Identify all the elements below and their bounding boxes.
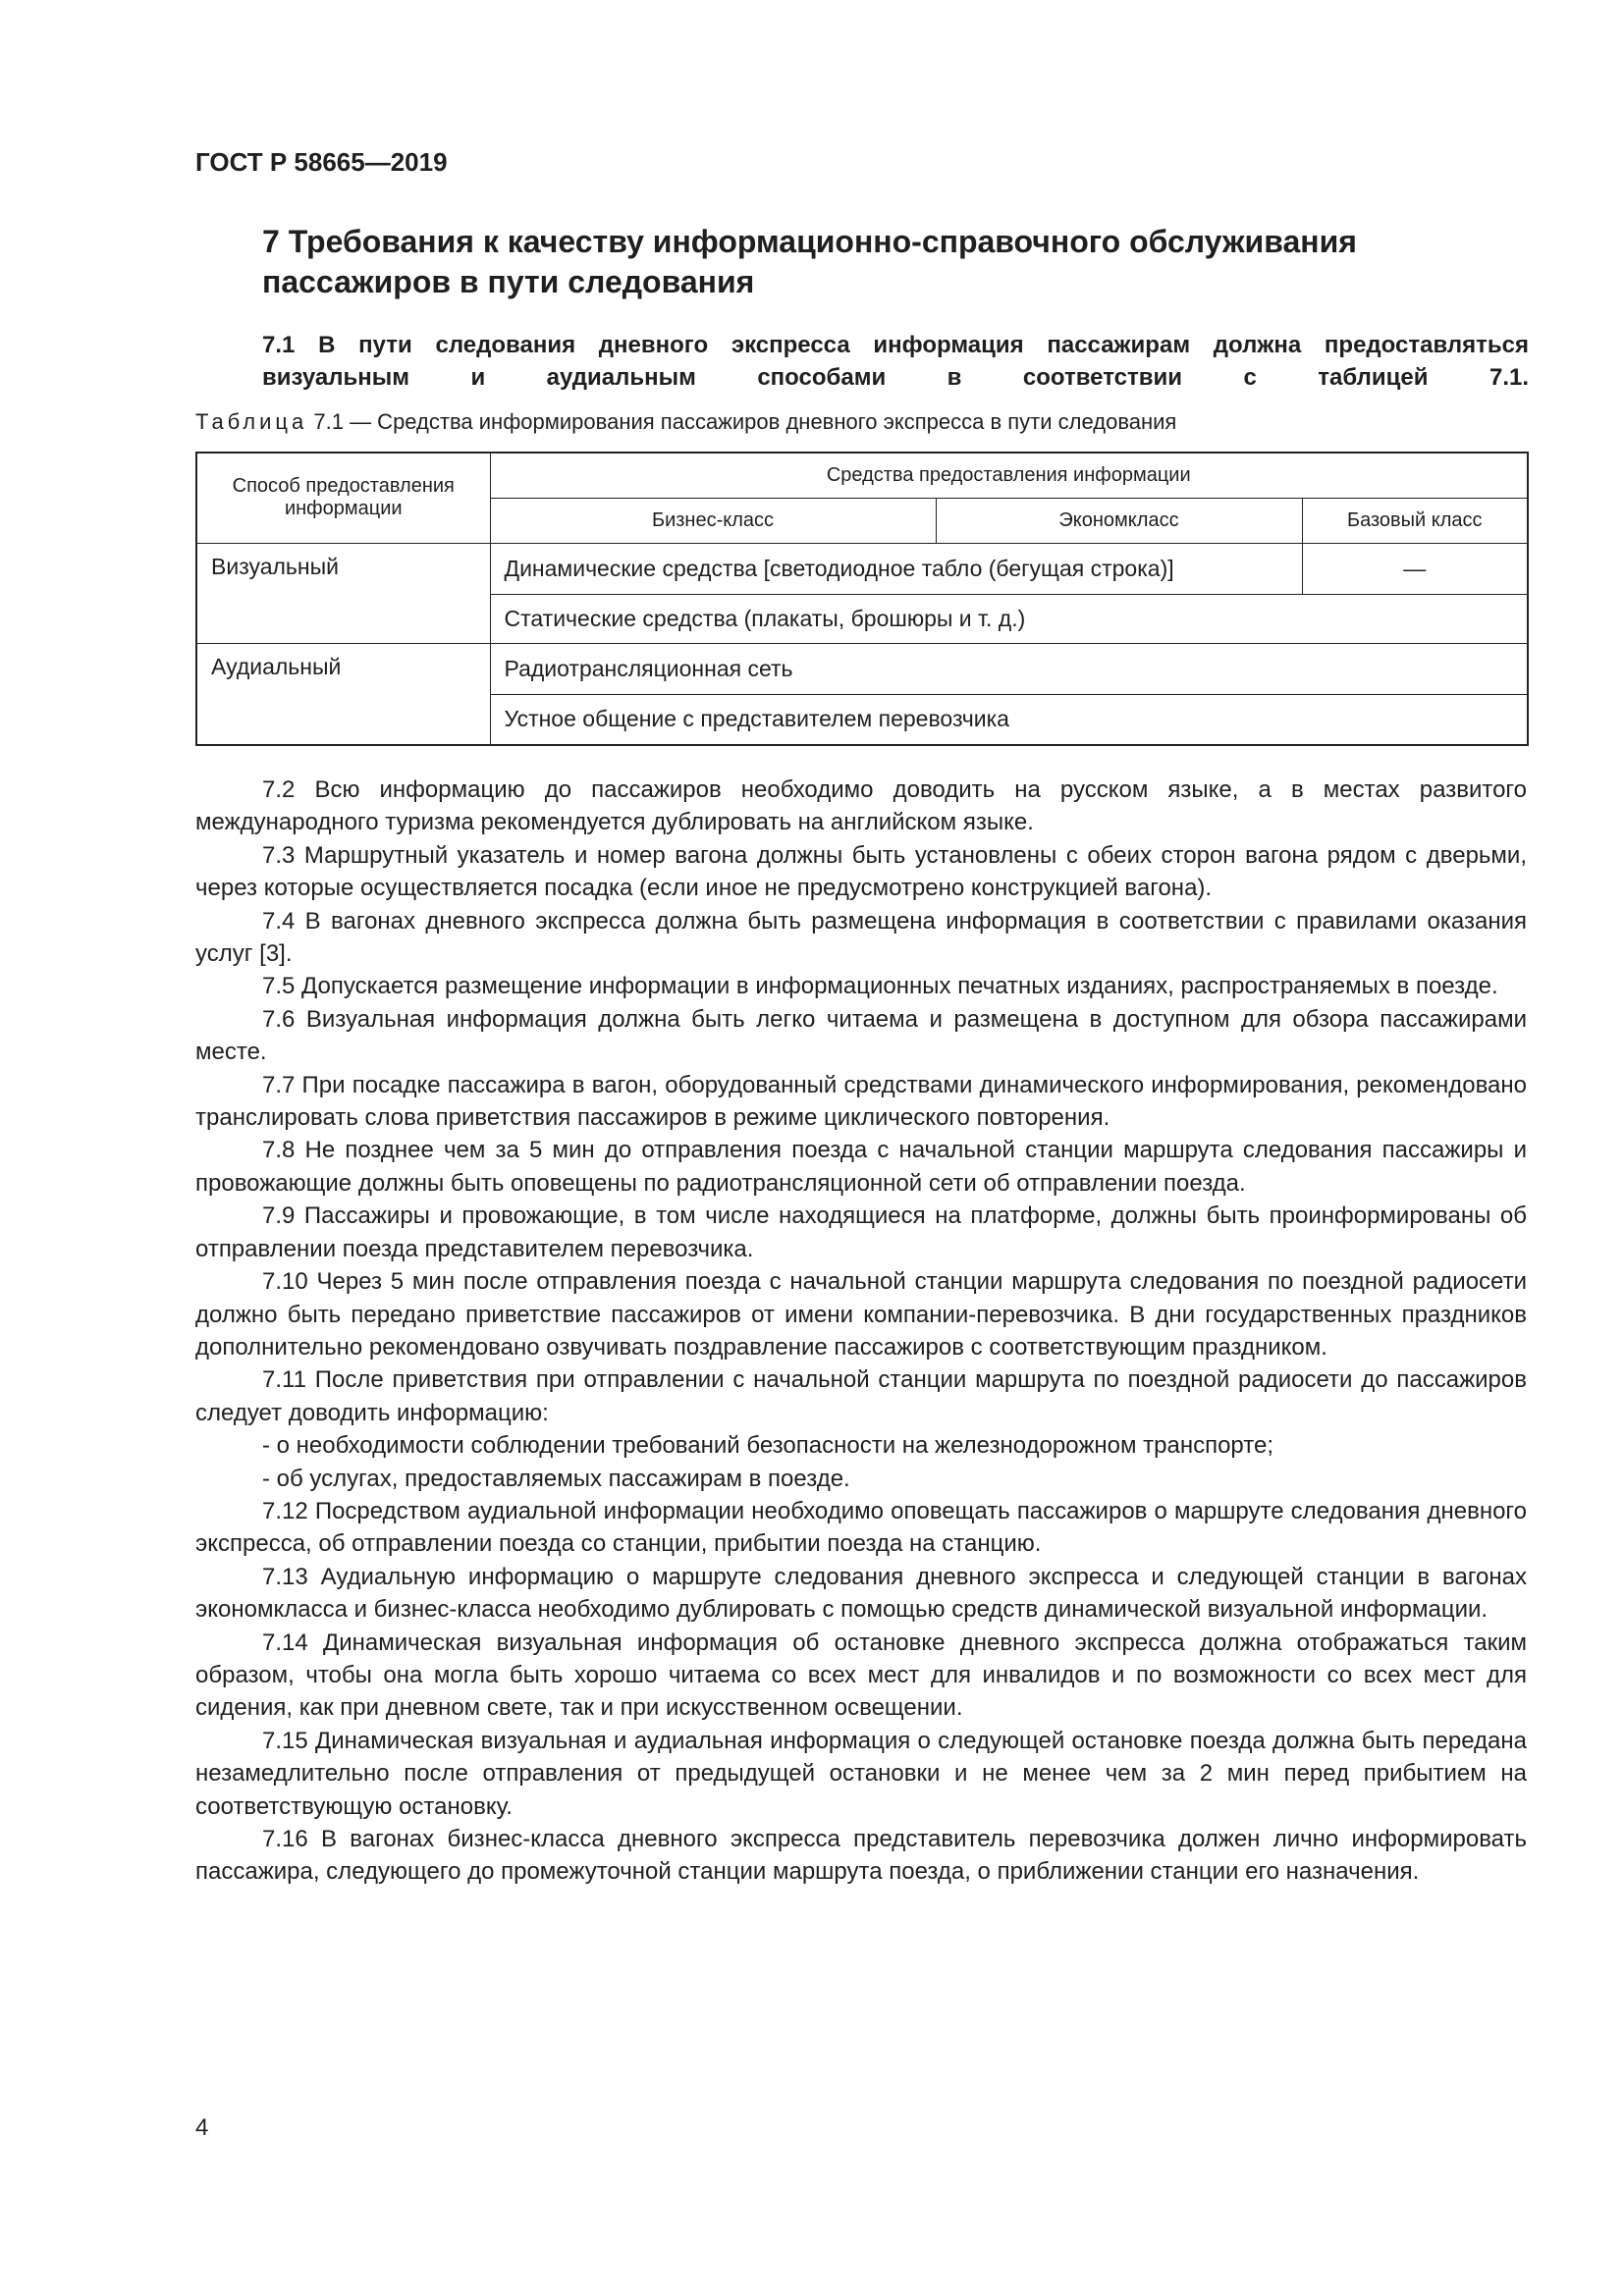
paragraph-7-16: 7.16 В вагонах бизнес-класса дневного экспресса представитель перевозчика должен лично информировать пассажира, следующего до промежуточной станции маршрута поезда, о приближении станции его назначения. [195,1826,1527,1886]
page-number: 4 [195,2114,209,2141]
info-means-table [195,452,1529,746]
table-cell-visual-static: Статические средства (плакаты, брошюры и т. д.) [490,594,1528,643]
paragraph-7-3: 7.3 Маршрутный указатель и номер вагона должны быть установлены с обеих сторон вагона рядом с дверьми, через которые осуществляется посадка (если иное не предусмотрено конструкцией вагона). [195,841,1527,902]
table-row-audio: Аудиальный [196,643,490,745]
table-row-visual: Визуальный [196,543,490,643]
table-cell-audio-oral: Устное общение с представителем перевозчика [490,694,1528,745]
table-caption-label: Таблица [195,409,308,434]
table-cell-audio-radio: Радиотрансляционная сеть [490,643,1528,694]
body-text [195,774,1527,1889]
table-head-means: Средства предоставления информации [490,453,1528,498]
table-cell-visual-dynamic: Динамические средства [светодиодное табло (бегущая строка)] [490,543,1302,594]
section-title: 7 Требования к качеству информационно-справочного обслуживания пассажиров в пути следования [262,224,1357,299]
subsection-7-1: 7.1 В пути следования дневного экспресса информация пассажирам должна предоставляться визуальным и аудиальным способами в соответствии с таблицей 7.1. [262,332,1529,391]
table-caption [195,407,1176,437]
bullet-services: - об услугах, предоставляемых пассажирам в поезде. [262,1465,850,1492]
paragraph-7-9: 7.9 Пассажиры и провожающие, в том числе находящиеся на платформе, должны быть проинформированы об отправлении поезда представителем перевозчика. [195,1202,1527,1262]
table-col-basic: Базовый класс [1302,498,1528,543]
table-cell-visual-dynamic-basic: — [1302,543,1528,594]
paragraph-7-4: 7.4 В вагонах дневного экспресса должна быть размещена информация в соответствии с правилами оказания услуг [3]. [195,907,1527,968]
table-head-method: Способ предоставления информации [196,453,490,543]
paragraph-7-8: 7.8 Не позднее чем за 5 мин до отправления поезда с начальной станции маршрута следования пассажиры и провожающие должны быть оповещены по радиотрансляционной сети об отправлении поезда. [195,1137,1527,1197]
table-caption-text: 7.1 — Средства информирования пассажиров дневного экспресса в пути следования [307,409,1177,434]
paragraph-7-12: 7.12 Посредством аудиальной информации необходимо оповещать пассажиров о маршруте следования дневного экспресса, об отправлении поезда со станции, прибытии поезда на станцию. [195,1497,1527,1558]
paragraph-7-7: 7.7 При посадке пассажира в вагон, оборудованный средствами динамического информирования, рекомендовано транслировать слова приветствия пассажиров в режиме циклического повторения. [195,1071,1527,1132]
paragraph-7-10: 7.10 Через 5 мин после отправления поезда с начальной станции маршрута следования по поездной радиосети должно быть передано приветствие пассажиров от имени компании-перевозчика. В дни государственных праздников дополнительно рекомендовано озвучивать поздравление пассажиров с соответствующим праздником. [195,1268,1527,1361]
paragraph-7-5: 7.5 Допускается размещение информации в информационных печатных изданиях, распространяемых в поезде. [262,973,1498,1000]
paragraph-7-14: 7.14 Динамическая визуальная информация об остановке дневного экспресса должна отображаться таким образом, чтобы она могла быть хорошо читаема со всех мест для инвалидов и по возможности со всех мест для сидения, как при дневном свете, так и при искусственном освещении. [195,1629,1527,1722]
table-col-economy: Экономкласс [936,498,1302,543]
table-col-business: Бизнес-класс [490,498,936,543]
paragraph-7-13: 7.13 Аудиальную информацию о маршруте следования дневного экспресса и следующей станции в вагонах экономкласса и бизнес-класса необходимо дублировать с помощью средств динамической визуальной информации. [195,1563,1527,1624]
paragraph-7-11: 7.11 После приветствия при отправлении с начальной станции маршрута по поездной радиосети до пассажиров следует доводить информацию: [195,1366,1527,1426]
paragraph-7-2: 7.2 Всю информацию до пассажиров необходимо доводить на русском языке, а в местах развитого международного туризма рекомендуется дублировать на английском языке. [195,776,1527,836]
document-header: ГОСТ Р 58665—2019 [195,147,448,177]
paragraph-7-15: 7.15 Динамическая визуальная и аудиальная информация о следующей остановке поезда должна быть передана незамедлительно после отправления от предыдущей остановки и не менее чем за 2 мин перед прибытием на соответствующую остановку. [195,1727,1527,1820]
bullet-safety: - о необходимости соблюдении требований безопасности на железнодорожном транспорте; [262,1432,1273,1460]
paragraph-7-6: 7.6 Визуальная информация должна быть легко читаема и размещена в доступном для обзора пассажирами месте. [195,1005,1527,1066]
